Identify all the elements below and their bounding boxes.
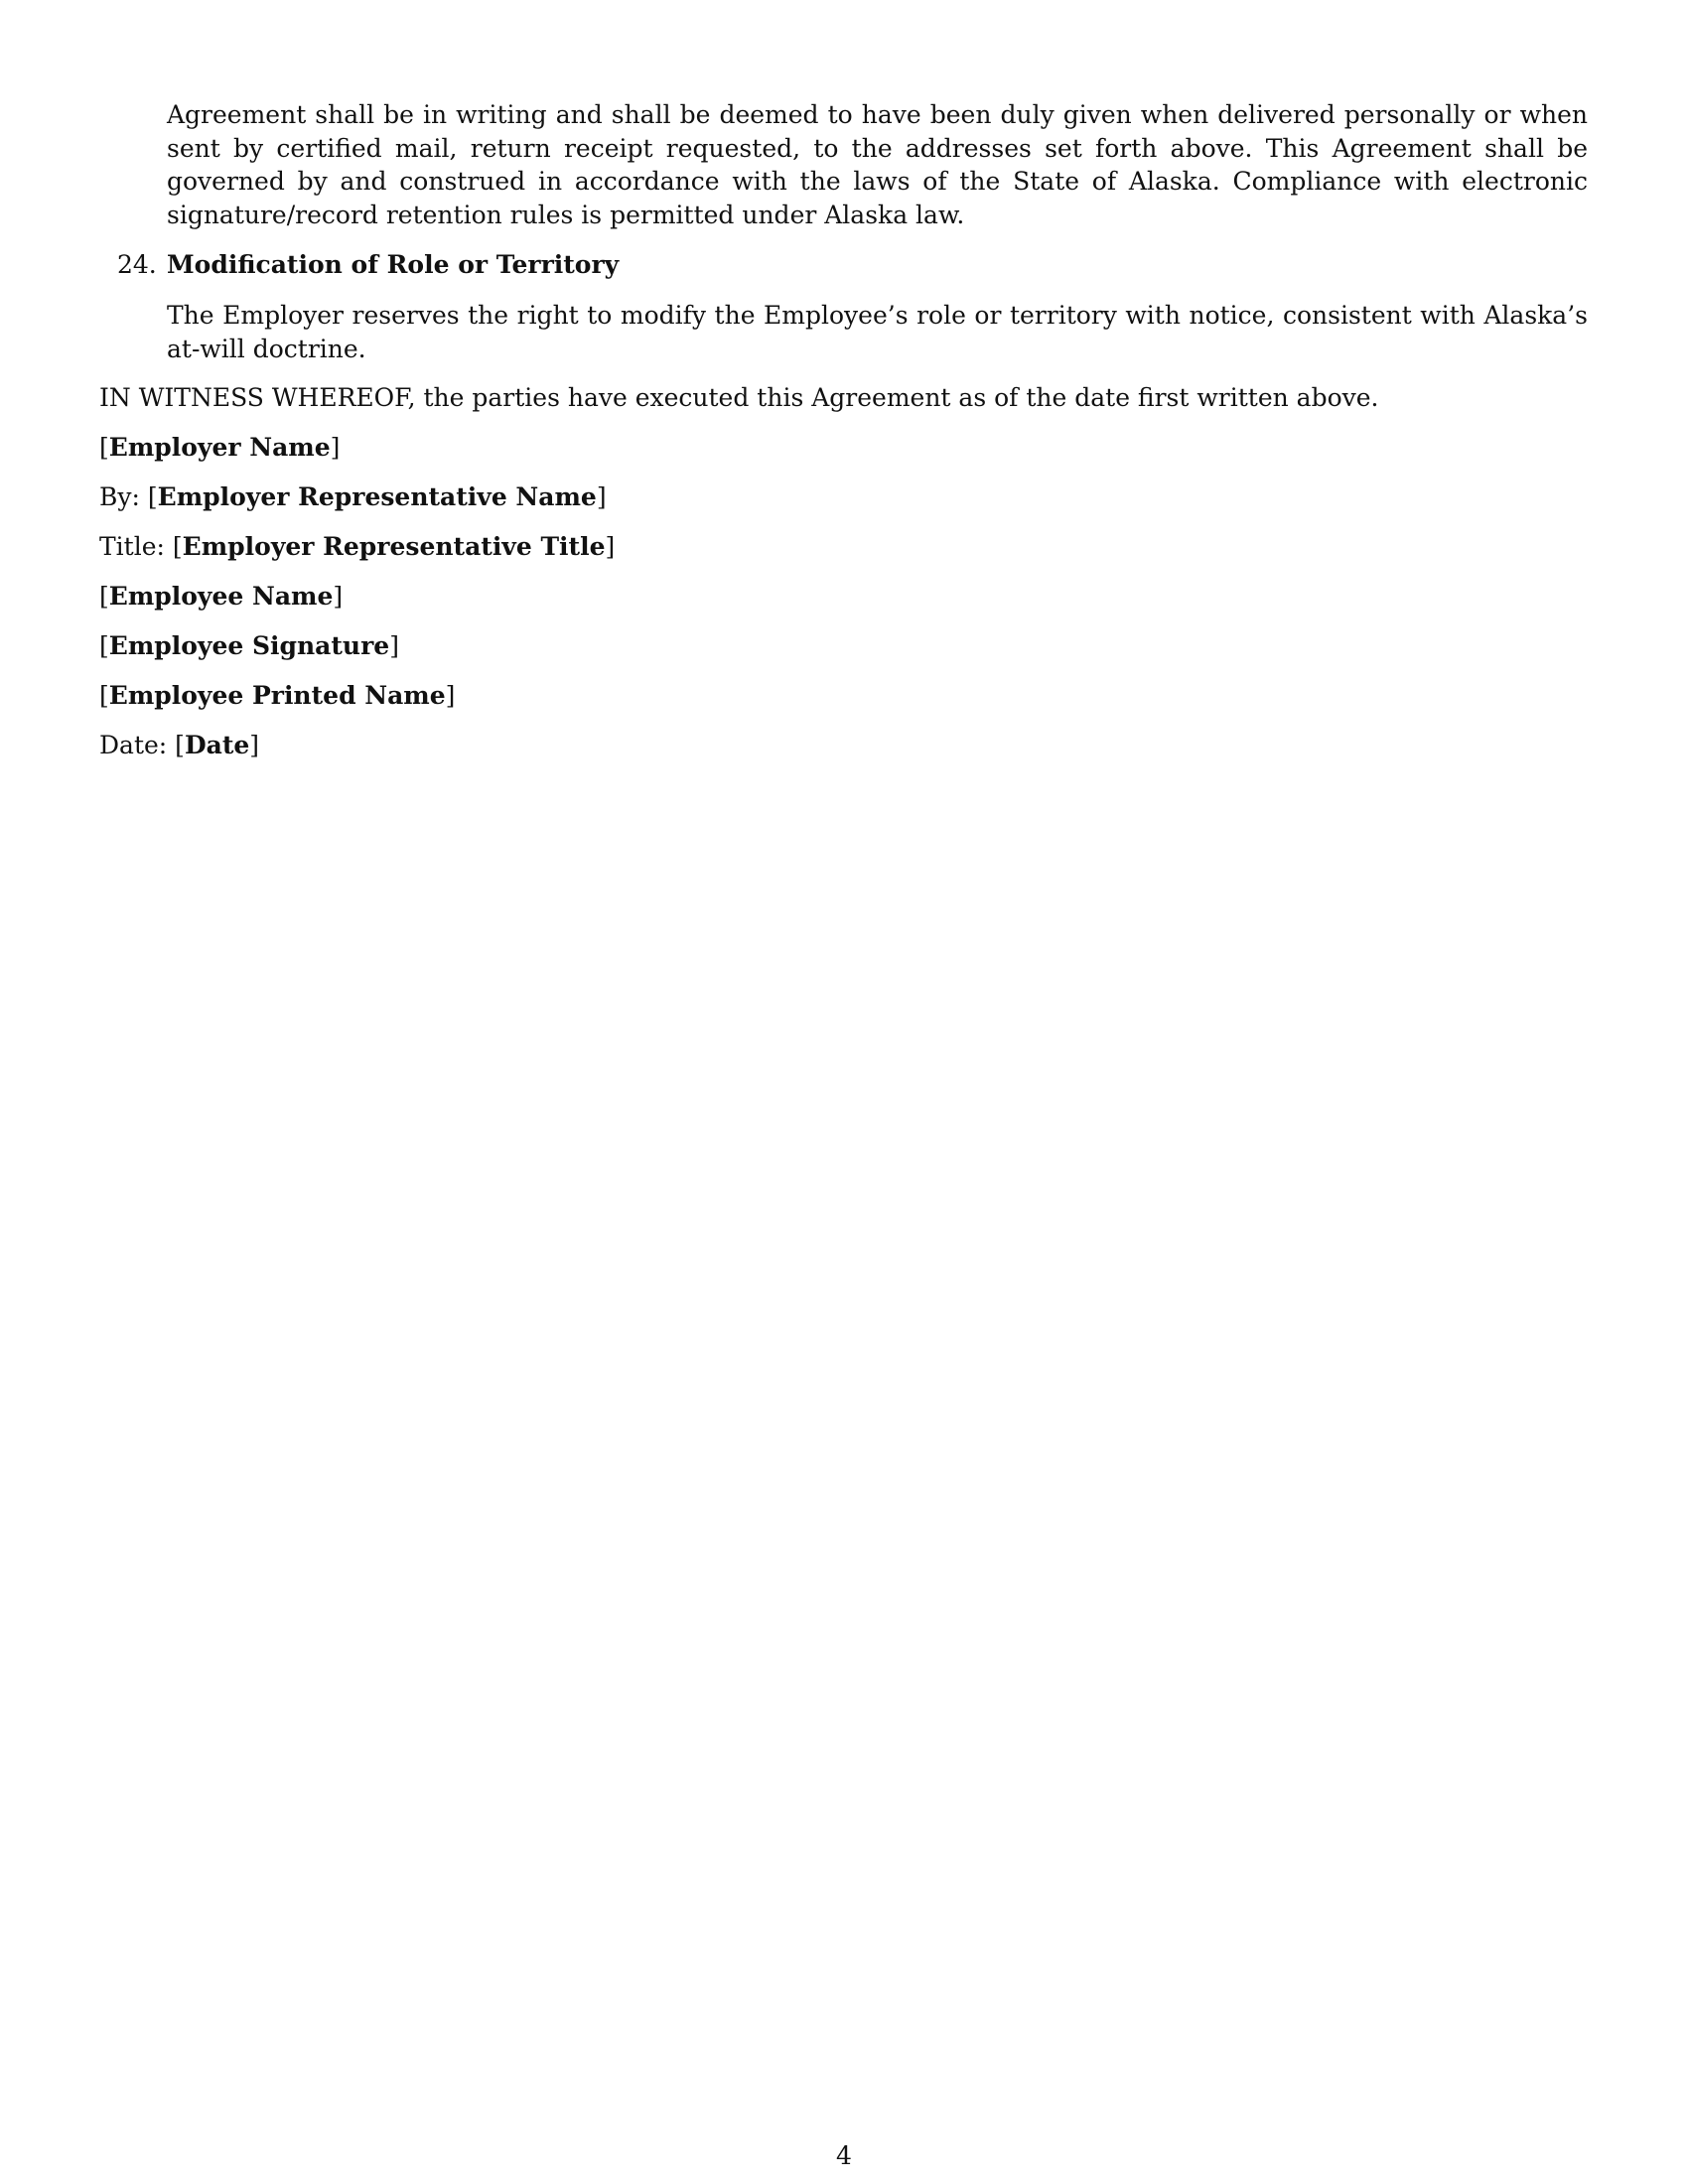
date-label: Date: — [99, 731, 168, 759]
continued-paragraph: Agreement shall be in writing and shall be deemed to have been duly given when delivered personally or when sent by certified mail, return receipt requested, to the addresses set forth above. This Agreement shall be governed by and construed in accordance with the laws of the State of Alaska. Compliance with electronic signature/record retention rules is permitted under Alaska law. — [167, 100, 1588, 229]
employee-printed-name-placeholder: Employee Printed Name — [108, 681, 446, 710]
employer-name-placeholder: Employer Name — [108, 433, 331, 462]
employer-rep-name-line: By: [Employer Representative Name] — [99, 482, 607, 511]
page-number: 4 — [836, 2141, 852, 2170]
section-number: 24. — [117, 250, 157, 279]
title-label: Title: — [99, 532, 165, 561]
employer-name-line: [Employer Name] — [99, 433, 341, 462]
section-title: Modification of Role or Territory — [167, 250, 620, 279]
employee-name-line: [Employee Name] — [99, 582, 344, 611]
witness-clause: IN WITNESS WHEREOF, the parties have executed this Agreement as of the date first written above. — [99, 383, 1379, 412]
employee-printed-name-line: [Employee Printed Name] — [99, 681, 456, 710]
section-heading-24 — [117, 248, 619, 282]
date-line: Date: [Date] — [99, 731, 260, 759]
section-body-24: The Employer reserves the right to modify the Employee’s role or territory with notice, consistent with Alaska’s at-will doctrine. — [167, 301, 1588, 363]
by-label: By: — [99, 482, 140, 511]
employee-signature-placeholder: Employee Signature — [108, 631, 390, 660]
employer-rep-title-line: Title: [Employer Representative Title] — [99, 532, 616, 561]
employer-rep-title-placeholder: Employer Representative Title — [182, 532, 606, 561]
employee-signature-line: [Employee Signature] — [99, 631, 399, 660]
employer-rep-name-placeholder: Employer Representative Name — [157, 482, 597, 511]
date-placeholder: Date — [184, 731, 250, 759]
employee-name-placeholder: Employee Name — [108, 582, 334, 611]
